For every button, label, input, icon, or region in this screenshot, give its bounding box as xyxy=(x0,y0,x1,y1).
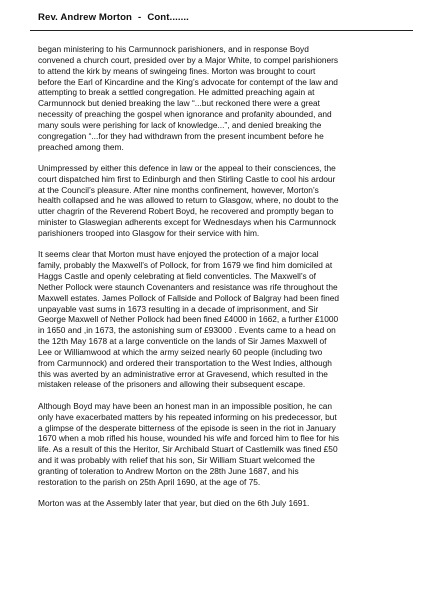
text-line: attempting to break a settled congregation. He admitted preaching again at xyxy=(38,87,315,98)
text-line: a glimpse of the desperate bitterness of the episode is seen in the riot in January xyxy=(38,422,336,433)
text-line: 1670 when a mob rifled his house, wounded his wife and forced him to flee for his xyxy=(38,433,340,444)
header-dash: - xyxy=(138,12,142,23)
header-rule xyxy=(30,30,413,31)
text-line: George Maxwell of Nether Pollock had been fined £4000 in 1662, a further £1000 xyxy=(38,314,339,325)
text-line: Haggs Castle and openly celebrating at field conventicles. The Maxwell’s of xyxy=(38,271,316,282)
text-line: restoration to the parish on 25th April 1690, at the age of 75. xyxy=(38,476,261,487)
text-line: only have exacerbated matters by his repeated informing on his predecessor, but xyxy=(38,411,337,422)
document-body xyxy=(38,44,416,519)
text-line: began ministering to his Carmunnock parishioners, and in response Boyd xyxy=(38,44,309,54)
text-line: minister to Glaswegian adherents except for Wednesdays when his Carmunnock xyxy=(38,217,337,228)
text-line: granting of toleration to Andrew Morton on the 28th June 1687, and his xyxy=(38,465,299,476)
text-line: preached among them. xyxy=(38,141,124,152)
text-line: parishioners trooped into Glasgow for their service with him. xyxy=(38,228,260,238)
paragraph xyxy=(38,249,416,390)
text-line: at the Council’s pleasure. After nine months confinement, however, Morton’s xyxy=(38,184,319,195)
text-line: utter chagrin of the Reverend Robert Boyd, he recovered and promptly began to xyxy=(38,206,334,217)
text-line: health collapsed and he was allowed to return to Glasgow, where, no doubt to the xyxy=(38,195,339,206)
text-line: the 12th May 1678 at a large conventicle on the lands of Sir James Maxwell of xyxy=(38,336,327,347)
text-line: before the Earl of Kincardine and the King’s advocate for contempt of the law and xyxy=(38,76,338,87)
text-line: unpayable vast sums in 1673 resulting in a decade of imprisonment, and Sir xyxy=(38,303,319,314)
text-line: Although Boyd may have been an honest man in an impossible position, he can xyxy=(38,400,333,411)
text-line: life. As a result of this the Heritor, Sir Archibald Stuart of Castlemilk was fined £50 xyxy=(38,444,338,455)
paragraph xyxy=(38,401,416,488)
text-line: Carmunnock but denied breaking the law “...but reckoned there were a great xyxy=(38,98,320,109)
text-line: many souls were perishing for lack of knowledge...”, and denied breaking the xyxy=(38,119,322,130)
header-cont: Cont....... xyxy=(147,12,189,23)
text-line: court dispatched him first to Edinburgh and then Stirling Castle to cool his ardour xyxy=(38,173,336,184)
text-line: congregation “...for they had withdrawn from the present incumbent before he xyxy=(38,130,324,141)
text-line: Nether Pollock were staunch Covenanters and resistance was rife throughout the xyxy=(38,281,338,292)
page-header xyxy=(38,12,189,23)
text-line: and it was probably with relief that his son, Sir William Stuart welcomed the xyxy=(38,455,315,466)
text-line: Maxwell estates. James Pollock of Fallside and Pollock of Balgray had been fined xyxy=(38,292,339,303)
paragraph xyxy=(38,498,416,509)
paragraph xyxy=(38,44,416,152)
text-line: necessity of preaching the gospel when ignorance and profanity abounded, and xyxy=(38,109,332,120)
text-line: Unimpressed by either this defence in law or the appeal to their consciences, the xyxy=(38,162,336,173)
text-line: from Carmunnock) and ordered their transportation to the West Indies, although xyxy=(38,357,332,368)
text-line: Morton was at the Assembly later that year, but died on the 6th July 1691. xyxy=(38,498,310,509)
header-name: Rev. Andrew Morton xyxy=(38,12,133,23)
text-line: family, probably the Maxwell’s of Pollock, for from 1679 we find him domiciled at xyxy=(38,260,333,271)
text-line: Lee or Williamwood at which the army seized nearly 60 people (including two xyxy=(38,346,323,357)
text-line: It seems clear that Morton must have enjoyed the protection of a major local xyxy=(38,249,319,260)
text-line: to attend the kirk by means of swingeing fines. Morton was brought to court xyxy=(38,65,316,76)
paragraph xyxy=(38,163,416,239)
text-line: in 1650 and ,in 1673, the astonishing sum of £93000 . Events came to a head on xyxy=(38,325,336,336)
text-line: convened a church court, presided over by a Major White, to compel parishioners xyxy=(38,54,339,65)
text-line: mistaken release of the prisoners and allowing their subsequent escape. xyxy=(38,379,306,390)
text-line: this was averted by an administrative error at Gravesend, which resulted in the xyxy=(38,368,328,379)
